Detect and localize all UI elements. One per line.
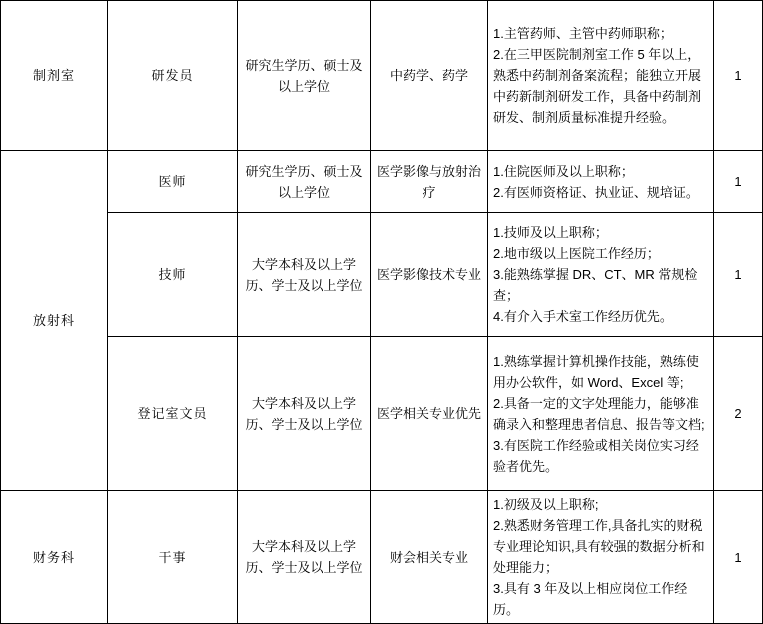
cell-requirements xyxy=(488,491,714,624)
cell-headcount: 1 xyxy=(714,1,763,151)
requirement-line: 1.熟练掌握计算机操作技能，熟练使用办公软件，如 Word、Excel 等; xyxy=(493,353,699,390)
table-row xyxy=(1,337,763,491)
cell-education: 大学本科及以上学历、学士及以上学位 xyxy=(238,337,371,491)
cell-major: 财会相关专业 xyxy=(371,491,488,624)
cell-requirements xyxy=(488,337,714,491)
cell-department: 制剂室 xyxy=(1,1,108,151)
cell-major: 医学影像技术专业 xyxy=(371,213,488,337)
cell-position: 干事 xyxy=(108,491,238,624)
requirement-line: 1.主管药师、主管中药师职称； xyxy=(493,26,673,41)
cell-requirements xyxy=(488,213,714,337)
table-row xyxy=(1,151,763,213)
requirement-line: 2.在三甲医院制剂室工作 5 年以上，熟悉中药制剂备案流程；能独立开展中药新制剂研发工作，具备中药制剂研发、制剂质量标准提升经验。 xyxy=(493,47,702,125)
requirement-line: 2.具备一定的文字处理能力，能够准确录入和整理患者信息、报告等文档; xyxy=(493,395,705,432)
cell-major: 中药学、药学 xyxy=(371,1,488,151)
cell-position: 登记室文员 xyxy=(108,337,238,491)
table-row xyxy=(1,1,763,151)
requirement-line: 2.有医师资格证、执业证、规培证。 xyxy=(493,184,699,200)
requirement-line: 4.有介入手术室工作经历优先。 xyxy=(493,309,673,324)
requirement-line: 3.能熟练掌握 DR、CT、MR 常规检查； xyxy=(493,267,698,303)
requirement-line: 1.初级及以上职称; xyxy=(493,497,599,512)
cell-position: 技师 xyxy=(108,213,238,337)
cell-department: 财务科 xyxy=(1,491,108,624)
requirement-line: 1.技师及以上职称； xyxy=(493,225,608,240)
cell-education: 研究生学历、硕士及以上学位 xyxy=(238,1,371,151)
cell-major: 医学相关专业优先 xyxy=(371,337,488,491)
cell-position: 医师 xyxy=(108,151,238,213)
requirement-line: 2.地市级以上医院工作经历； xyxy=(493,246,660,261)
requirement-line: 3.有医院工作经验或相关岗位实习经验者优先。 xyxy=(493,437,699,474)
requirement-line: 3.具有 3 年及以上相应岗位工作经历。 xyxy=(493,581,688,617)
cell-education: 研究生学历、硕士及以上学位 xyxy=(238,151,371,213)
cell-position: 研发员 xyxy=(108,1,238,151)
table-row xyxy=(1,213,763,337)
table-row xyxy=(1,491,763,624)
cell-headcount: 1 xyxy=(714,213,763,337)
cell-major: 医学影像与放射治疗 xyxy=(371,151,488,213)
cell-requirements xyxy=(488,1,714,151)
requirement-line: 2.熟悉财务管理工作,具备扎实的财税专业理论知识,具有较强的数据分析和处理能力； xyxy=(493,518,705,575)
cell-headcount: 1 xyxy=(714,151,763,213)
cell-headcount: 2 xyxy=(714,337,763,491)
cell-education: 大学本科及以上学历、学士及以上学位 xyxy=(238,491,371,624)
table-body xyxy=(1,1,763,624)
requirement-line: 1.住院医师及以上职称； xyxy=(493,163,634,179)
cell-education: 大学本科及以上学历、学士及以上学位 xyxy=(238,213,371,337)
cell-department: 放射科 xyxy=(1,151,108,491)
cell-requirements xyxy=(488,151,714,213)
cell-headcount: 1 xyxy=(714,491,763,624)
